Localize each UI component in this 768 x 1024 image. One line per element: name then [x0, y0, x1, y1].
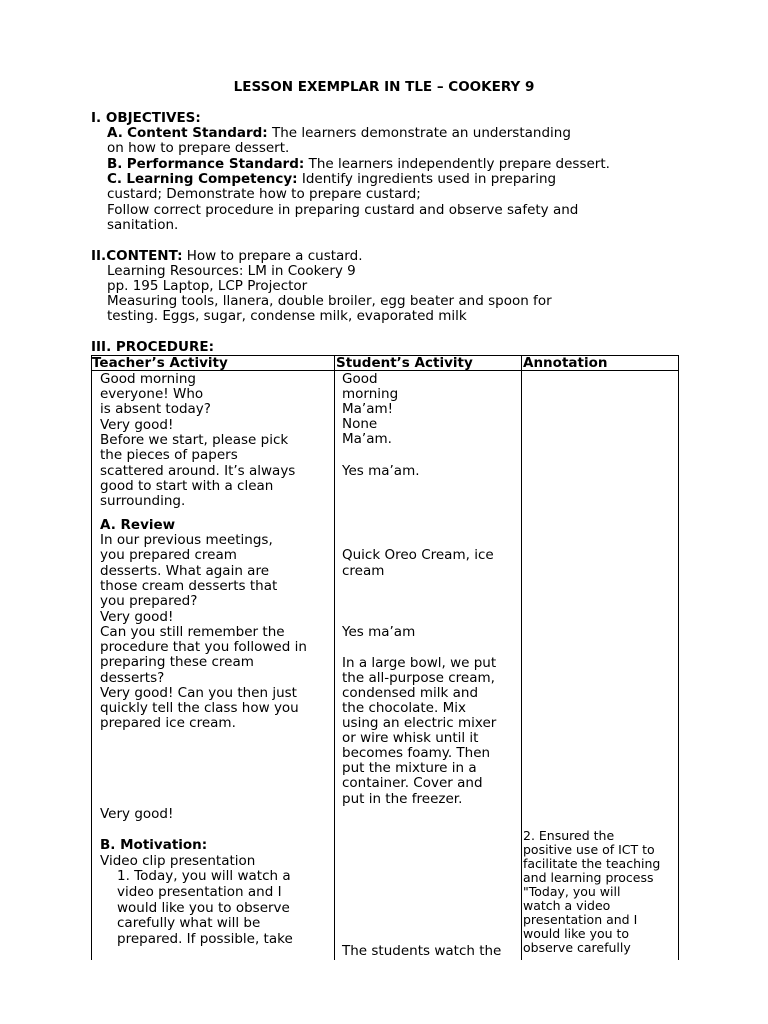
header-student-activity: Student’s Activity	[336, 355, 473, 371]
learning-resources: Learning Resources: LM in Cookery 9	[107, 263, 356, 279]
student-line: Ma’am.	[342, 431, 392, 447]
table-col-border-2	[521, 355, 522, 960]
annotation-line: positive use of ICT to	[523, 842, 655, 857]
student-line: put in the freezer.	[342, 791, 463, 807]
teacher-line: everyone! Who	[100, 386, 204, 402]
annotation-line: and learning process	[523, 870, 654, 885]
annotation-line: "Today, you will	[523, 884, 621, 899]
student-line: the chocolate. Mix	[342, 700, 466, 716]
teacher-line: prepared ice cream.	[100, 715, 236, 731]
student-line: morning	[342, 386, 399, 402]
annotation-line: observe carefully	[523, 940, 631, 955]
annotation-line: presentation and I	[523, 912, 638, 927]
teacher-line: those cream desserts that	[100, 578, 278, 594]
content-title: CONTENT:	[106, 248, 183, 264]
teacher-line: quickly tell the class how you	[100, 700, 299, 716]
teacher-line: scattered around. It’s always	[100, 463, 296, 479]
student-line: None	[342, 416, 378, 432]
teacher-line: would like you to observe	[117, 900, 290, 916]
teacher-line: In our previous meetings,	[100, 532, 273, 548]
motivation-heading: B. Motivation:	[100, 837, 208, 853]
teacher-line: prepared. If possible, take	[117, 931, 293, 947]
student-line: In a large bowl, we put	[342, 655, 497, 671]
teacher-line: surrounding.	[100, 493, 186, 509]
annotation-line: facilitate the teaching	[523, 856, 661, 871]
materials-line-cont: testing. Eggs, sugar, condense milk, evaporated milk	[107, 308, 467, 324]
teacher-line: Very good! Can you then just	[100, 685, 297, 701]
student-line: the all-purpose cream,	[342, 670, 495, 686]
table-right-border	[678, 355, 679, 960]
student-line: Quick Oreo Cream, ice	[342, 547, 494, 563]
content-section	[91, 248, 362, 264]
objectives-heading: I. OBJECTIVES:	[91, 110, 201, 126]
teacher-line: Good morning	[100, 371, 196, 387]
content-text: How to prepare a custard.	[182, 248, 363, 264]
teacher-line: procedure that you followed in	[100, 639, 307, 655]
materials-line: Measuring tools, llanera, double broiler, egg beater and spoon for	[107, 293, 552, 309]
content-standard-label: A.	[107, 125, 123, 141]
teacher-line: carefully what will be	[117, 915, 261, 931]
teacher-line: Can you still remember the	[100, 624, 285, 640]
teacher-line: desserts?	[100, 670, 165, 686]
student-line: put the mixture in a	[342, 760, 477, 776]
learning-competency-line4: sanitation.	[107, 217, 179, 233]
learning-competency	[107, 171, 556, 187]
teacher-line: Very good!	[100, 417, 174, 433]
header-teacher-activity: Teacher’s Activity	[92, 355, 228, 371]
teacher-line: good to start with a clean	[100, 478, 274, 494]
learning-competency-text: Identify ingredients used in preparing	[297, 171, 557, 187]
learning-competency-line2: custard; Demonstrate how to prepare custard;	[107, 186, 421, 202]
teacher-line: preparing these cream	[100, 654, 254, 670]
teacher-line: video presentation and I	[117, 884, 282, 900]
procedure-heading: III. PROCEDURE:	[91, 339, 214, 355]
content-standard-title: Content Standard:	[127, 125, 268, 141]
student-line: The students watch the	[342, 943, 502, 959]
teacher-line: Very good!	[100, 806, 174, 822]
teacher-line: you prepared?	[100, 593, 198, 609]
performance-standard	[107, 156, 610, 172]
review-heading: A. Review	[100, 517, 176, 533]
teacher-line: 1. Today, you will watch a	[117, 868, 291, 884]
teacher-line: Very good!	[100, 609, 174, 625]
content-standard-text-cont: on how to prepare dessert.	[107, 140, 290, 156]
student-line: or wire whisk until it	[342, 730, 479, 746]
teacher-line: the pieces of papers	[100, 447, 238, 463]
document-title: LESSON EXEMPLAR IN TLE – COOKERY 9	[233, 79, 535, 95]
student-line: cream	[342, 563, 385, 579]
table-left-border	[91, 355, 92, 960]
student-line: Ma’am!	[342, 401, 394, 417]
student-line: becomes foamy. Then	[342, 745, 491, 761]
teacher-line: you prepared cream	[100, 547, 237, 563]
learning-competency-title: Learning Competency:	[126, 171, 298, 187]
student-line: Good	[342, 371, 378, 387]
performance-standard-text: The learners independently prepare dessert.	[304, 156, 610, 172]
learning-competency-line3: Follow correct procedure in preparing custard and observe safety and	[107, 202, 579, 218]
annotation-line: would like you to	[523, 926, 630, 941]
student-line: container. Cover and	[342, 775, 483, 791]
header-annotation: Annotation	[523, 355, 608, 371]
student-line: Yes ma’am	[342, 624, 416, 640]
teacher-line: desserts. What again are	[100, 563, 270, 579]
teacher-line: is absent today?	[100, 401, 211, 417]
teacher-line: Before we start, please pick	[100, 432, 289, 448]
annotation-line: 2. Ensured the	[523, 828, 615, 843]
resources-line: pp. 195 Laptop, LCP Projector	[107, 278, 308, 294]
learning-competency-label: C.	[107, 171, 123, 187]
student-line: using an electric mixer	[342, 715, 497, 731]
content-standard	[107, 125, 571, 141]
teacher-line: Video clip presentation	[100, 853, 256, 869]
annotation-line: watch a video	[523, 898, 611, 913]
content-standard-text: The learners demonstrate an understanding	[267, 125, 571, 141]
student-line: Yes ma’am.	[342, 463, 420, 479]
performance-standard-title: Performance Standard:	[126, 156, 305, 172]
student-line: condensed milk and	[342, 685, 479, 701]
content-label: II.	[91, 248, 107, 264]
performance-standard-label: B.	[107, 156, 123, 172]
table-col-border-1	[334, 355, 335, 960]
